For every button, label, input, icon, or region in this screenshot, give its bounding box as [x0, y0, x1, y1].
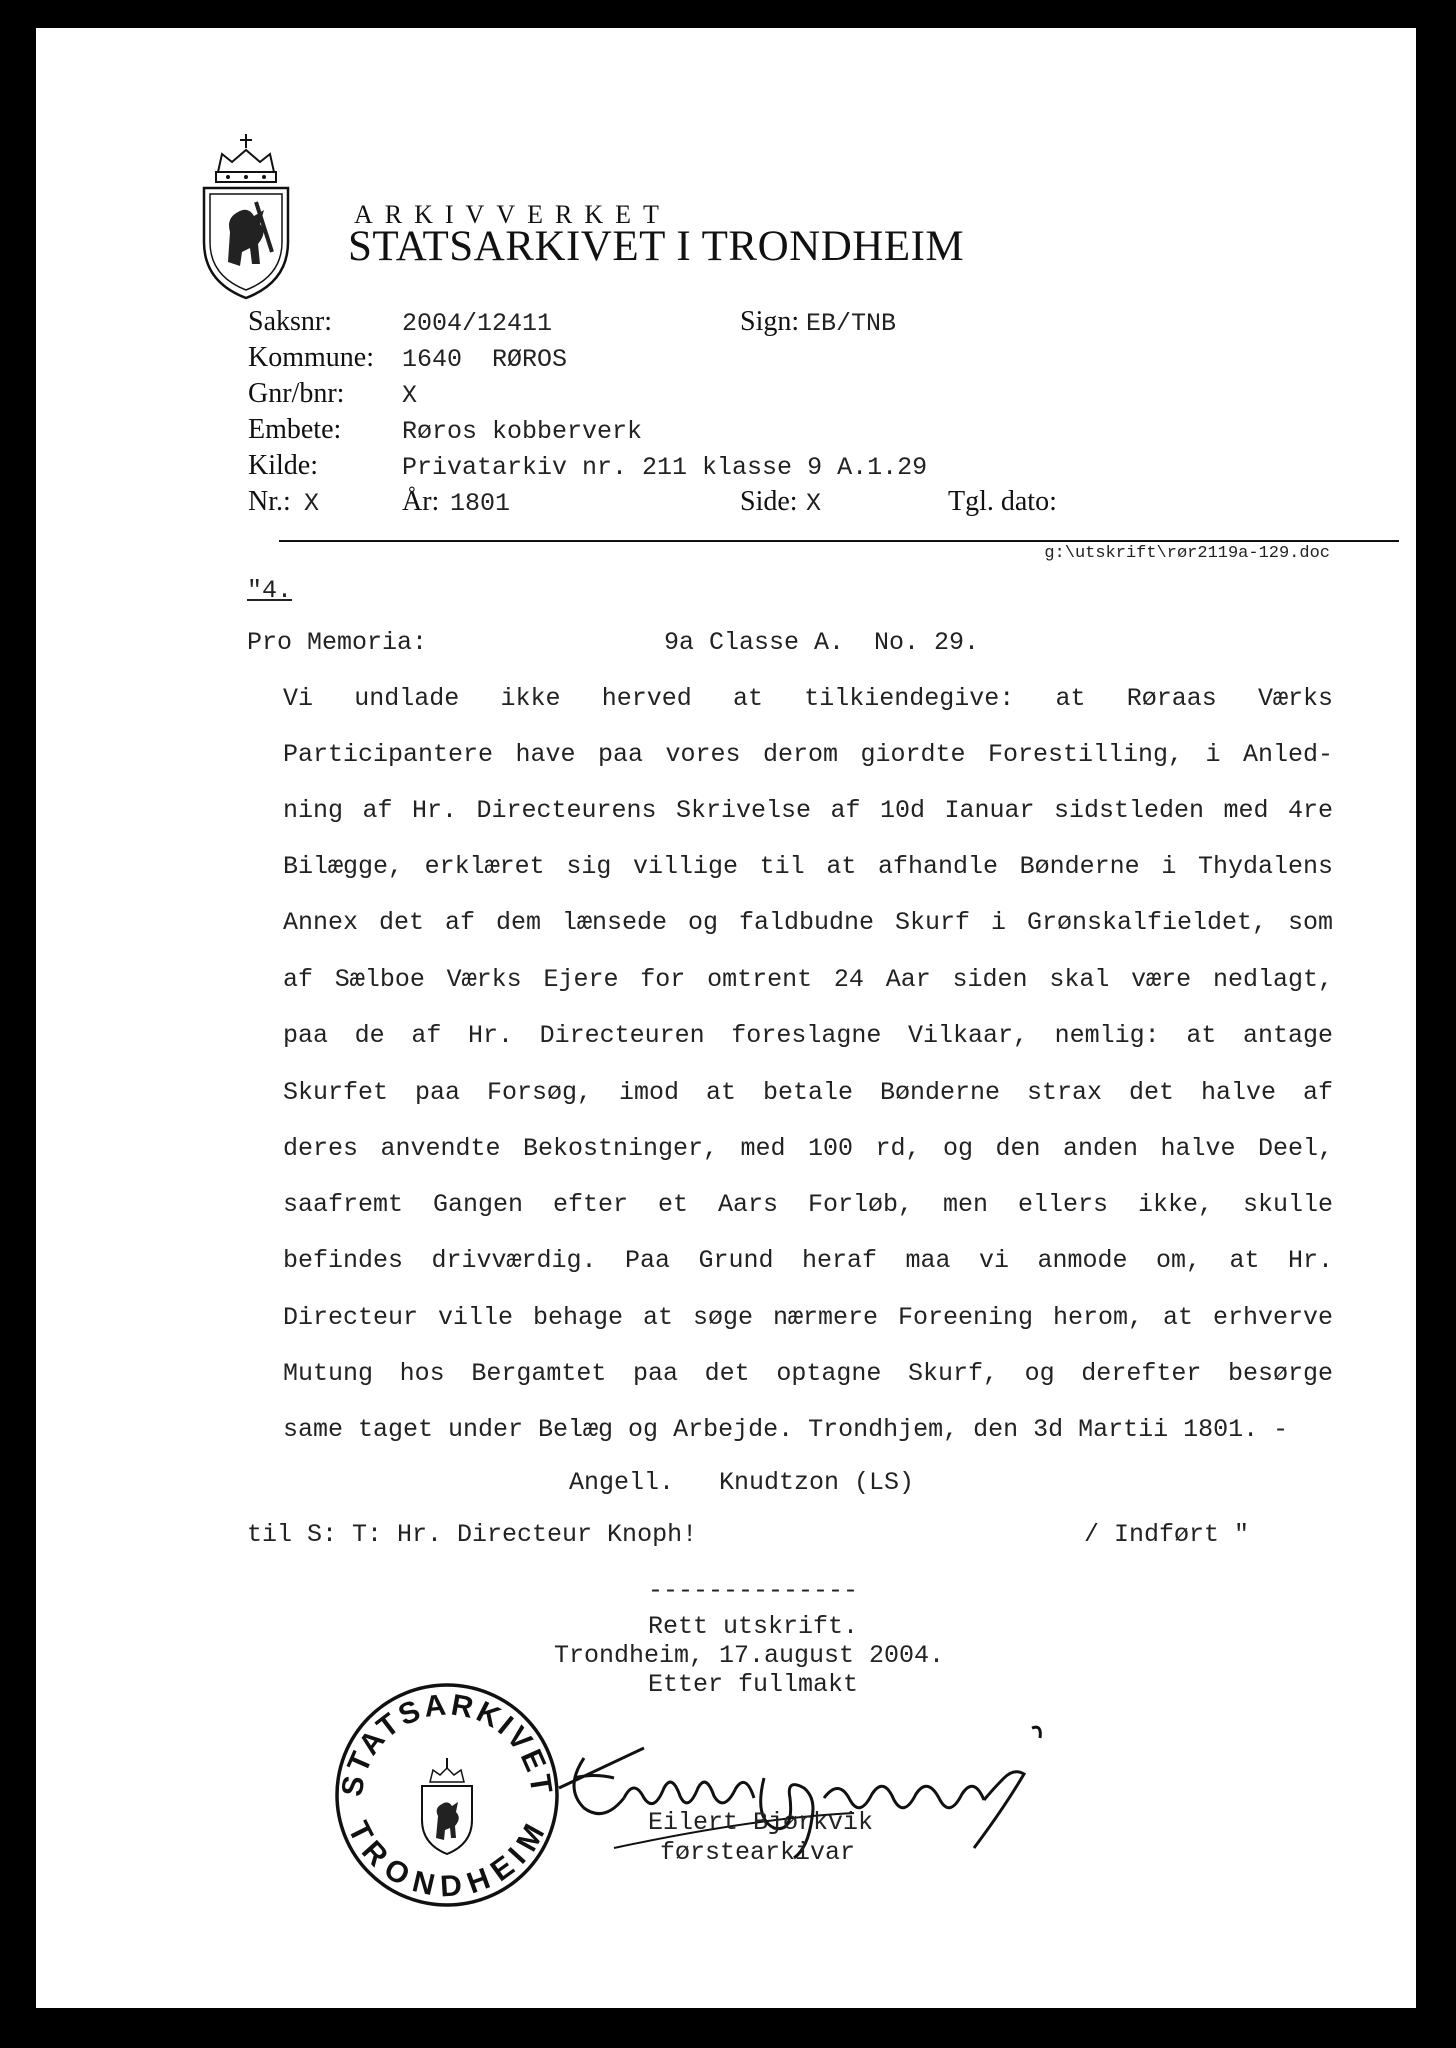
aar-value: 1801 [450, 489, 511, 518]
body-line: paa de af Hr. Directeuren foreslagne Vilkaar, nemlig: at antage [283, 1021, 1333, 1050]
stamp-bottom-text: TRONDHEIM [341, 1816, 553, 1904]
entered-note: / Indført " [1084, 1520, 1250, 1549]
aar-label: År: [402, 486, 440, 517]
side-value: X [806, 489, 822, 518]
header-divider [279, 540, 1399, 542]
embete-label: Embete: [248, 414, 342, 445]
certification-place-date: Trondheim, 17.august 2004. [554, 1641, 945, 1670]
sign-label: Sign: [740, 306, 800, 337]
body-line: Mutung hos Bergamtet paa det optagne Skurf, og derefter besørge [283, 1359, 1333, 1388]
file-path: g:\utskrift\rør2119a-129.doc [1044, 544, 1330, 563]
body-line: Bilægge, erklæret sig villige til at afhandle Bønderne i Thydalens [283, 852, 1333, 881]
body-line: deres anvendte Bekostninger, med 100 rd, og den anden halve Deel, [283, 1134, 1333, 1163]
saksnr-value: 2004/12411 [402, 309, 553, 338]
tgl-dato-label: Tgl. dato: [948, 486, 1057, 517]
gnr-bnr-label: Gnr/bnr: [248, 378, 345, 409]
coat-of-arms-logo [198, 132, 294, 302]
kilde-label: Kilde: [248, 450, 318, 481]
document-number: "4. [247, 576, 293, 605]
embete-value: Røros kobberverk [402, 417, 643, 446]
body-line: af Sælboe Værks Ejere for omtrent 24 Aar siden skal være nedlagt, [283, 965, 1333, 994]
pro-memoria-label: Pro Memoria: [247, 628, 428, 657]
signer-title: førstearkivar [660, 1838, 856, 1867]
body-line: befindes drivværdig. Paa Grund heraf maa vi anmode om, at Hr. [283, 1246, 1333, 1275]
sign-value: EB/TNB [806, 309, 897, 338]
saksnr-label: Saksnr: [248, 306, 332, 337]
body-line: Skurfet paa Forsøg, imod at betale Bønderne strax det halve af [283, 1078, 1333, 1107]
classe-reference: 9a Classe A. No. 29. [664, 628, 980, 657]
organization-title: STATSARKIVET I TRONDHEIM [348, 223, 965, 270]
kilde-value: Privatarkiv nr. 211 klasse 9 A.1.29 [402, 453, 928, 482]
kommune-label: Kommune: [248, 342, 374, 373]
nr-value: X [304, 489, 320, 518]
body-line: Participantere have paa vores derom giordte Forestilling, i Anled- [283, 740, 1333, 769]
archive-stamp [332, 1680, 562, 1910]
document-page [36, 28, 1416, 2008]
signatories: Angell. Knudtzon (LS) [569, 1468, 915, 1497]
certification-authority: Etter fullmakt [648, 1670, 859, 1699]
signer-name: Eilert Bjørkvik [648, 1808, 874, 1837]
kommune-value: 1640 RØROS [402, 345, 568, 374]
certification-text: Rett utskrift. [648, 1612, 859, 1641]
nr-label: Nr.: [248, 486, 291, 517]
body-line: Vi undlade ikke herved at tilkiendegive: at Røraas Værks [283, 684, 1333, 713]
body-line: ning af Hr. Directeurens Skrivelse af 10d Ianuar sidstleden med 4re [283, 796, 1333, 825]
body-line: Directeur ville behage at søge nærmere Foreening herom, at erhverve [283, 1303, 1333, 1332]
body-line: saafremt Gangen efter et Aars Forløb, men ellers ikke, skulle [283, 1190, 1333, 1219]
side-label: Side: [740, 486, 798, 517]
svg-text:TRONDHEIM [341, 1816, 552, 1903]
organization-subtitle: ARKIVVERKET [354, 200, 671, 229]
body-line-last: same taget under Belæg og Arbejde. Trondhjem, den 3d Martii 1801. - [283, 1415, 1289, 1444]
recipient: til S: T: Hr. Directeur Knoph! [247, 1520, 698, 1549]
stamp-top-text: STATSARKIVET [335, 1688, 559, 1799]
body-line: Annex det af dem lænsede og faldbudne Skurf i Grønskalfieldet, som [283, 908, 1333, 937]
gnr-bnr-value: X [402, 381, 418, 410]
certification-divider: -------------- [648, 1576, 859, 1605]
